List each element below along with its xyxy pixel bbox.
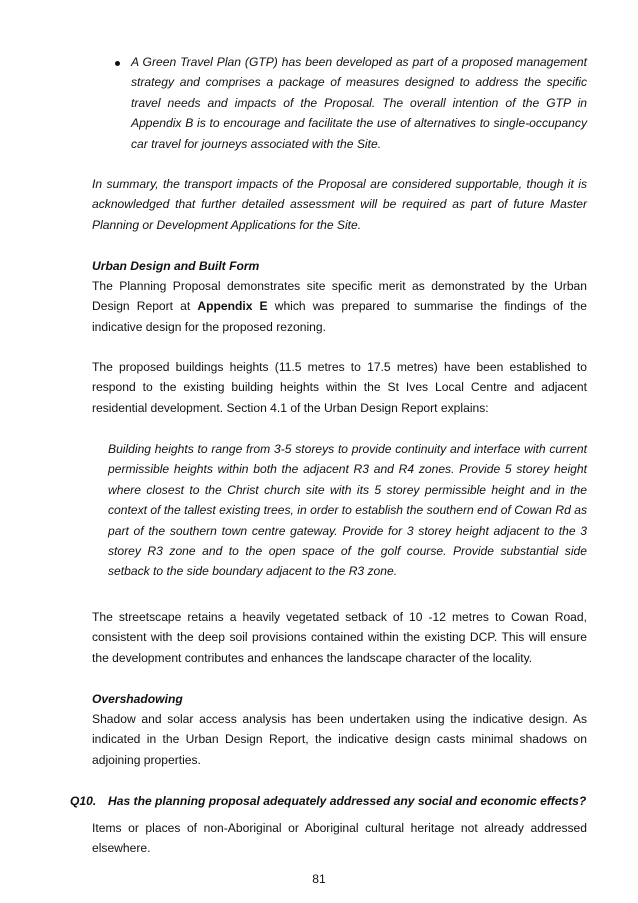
urban-design-paragraph-1-end: which was prepared to summarise the findings of the indicative design for the proposed rezoning.	[92, 299, 587, 334]
streetscape-paragraph: The streetscape retains a heavily vegetated setback of 10 -12 metres to Cowan Road, consistent with the deep soil provisions contained within the existing DCP. This will ensure the development contributes and enhances the landscape character of the locality.	[92, 610, 587, 665]
appendix-e-reference: Appendix E	[197, 299, 268, 314]
question-answer: Items or places of non-Aboriginal or Aboriginal cultural heritage not already addressed elsewhere.	[92, 821, 587, 856]
question-text: Has the planning proposal adequately addressed any social and economic effects?	[108, 794, 587, 808]
transport-summary-paragraph: In summary, the transport impacts of the Proposal are considered supportable, though it is acknowledged that further detailed assessment will be required as part of future Master Planning or Development Applications for the Site.	[92, 177, 587, 232]
urban-design-paragraph-1	[92, 276, 587, 337]
page-number: 81	[312, 872, 326, 886]
overshadowing-heading: Overshadowing	[92, 692, 183, 706]
question-number: Q10.	[70, 794, 97, 808]
green-travel-plan-bullet-text: A Green Travel Plan (GTP) has been developed as part of a proposed management strategy and comprises a package of measures designed to address the specific travel needs and impacts of the Proposal. The overall intention of the GTP in Appendix B is to encourage and facilitate the use of alternatives to single-occupancy car travel for journeys associated with the Site.	[131, 55, 587, 151]
bullet-marker	[115, 61, 120, 66]
urban-design-paragraph-1-start: The Planning Proposal demonstrates site specific merit as demonstrated by the Urban Design Report at	[92, 279, 587, 314]
overshadowing-paragraph: Shadow and solar access analysis has been undertaken using the indicative design. As indicated in the Urban Design Report, the indicative design casts minimal shadows on adjoining properties.	[92, 712, 587, 767]
urban-design-heading: Urban Design and Built Form	[92, 259, 260, 273]
urban-design-report-quote: Building heights to range from 3-5 storeys to provide continuity and interface with current permissible heights within both the adjacent R3 and R4 zones. Provide 5 storey height where closest to the Christ church site with its 5 storey permissible height and in the context of the tallest existing trees, in order to establish the southern end of Cowan Rd as part of the southern town centre gateway. Provide for 3 storey height adjacent to the 3 storey R3 zone and to the open space of the golf course. Provide substantial side setback to the side boundary adjacent to the R3 zone.	[108, 442, 587, 579]
building-heights-paragraph: The proposed buildings heights (11.5 metres to 17.5 metres) have been established to respond to the existing building heights within the St Ives Local Centre and adjacent residential development. Section 4.1 of the Urban Design Report explains:	[92, 360, 587, 415]
